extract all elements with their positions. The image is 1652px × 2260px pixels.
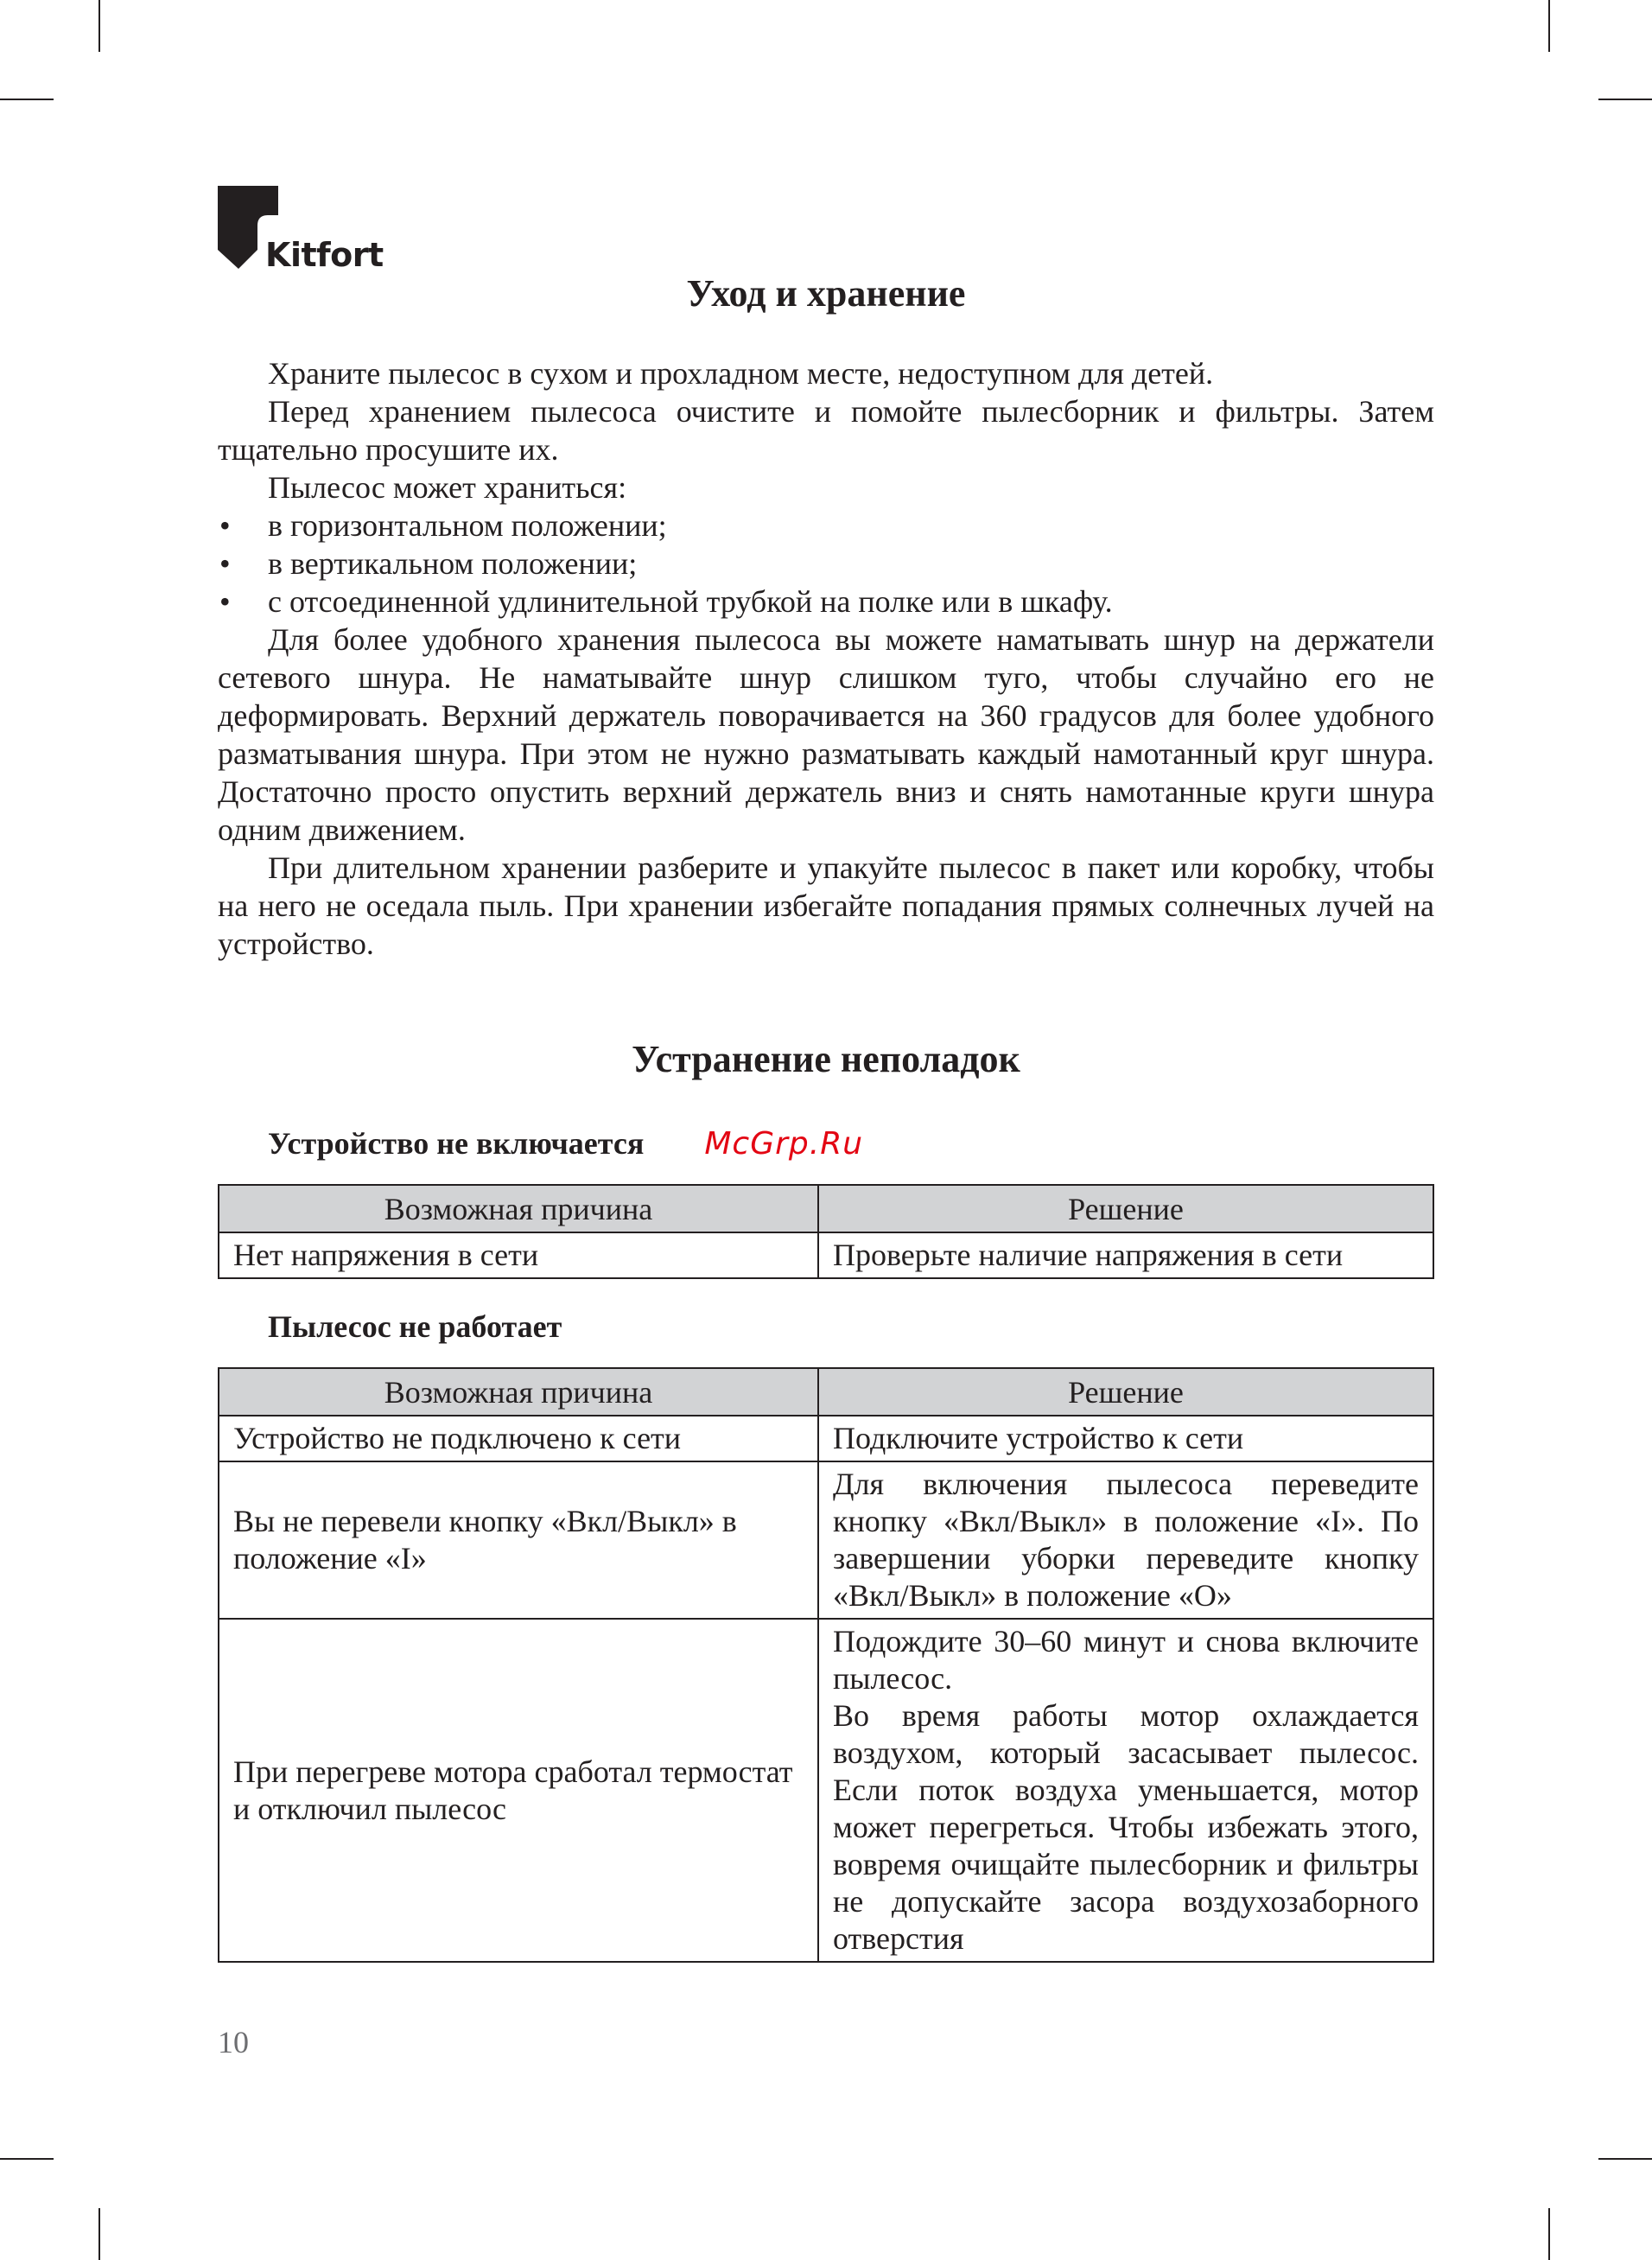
list-item: • в вертикальном положении; <box>218 544 1434 583</box>
cause-cell: При перегреве мотора сработал термостат и отключил пылесос <box>219 1619 818 1962</box>
brand-name: Kitfort <box>265 236 384 274</box>
table-header-row <box>219 1185 1433 1232</box>
column-header-solution: Решение <box>818 1185 1433 1232</box>
crop-mark <box>98 2208 100 2260</box>
list-item: • в горизонтальном положении; <box>218 506 1434 544</box>
solution-line: Подождите 30–60 минут и снова включите пылесос. <box>833 1624 1419 1696</box>
crop-mark <box>1598 99 1652 100</box>
table-row <box>219 1461 1433 1619</box>
subsection-header <box>218 1125 1434 1162</box>
page-content <box>218 259 1434 1963</box>
paragraph: При длительном хранении разберите и упакуйте пылесос в пакет или коробку, чтобы на него не оседала пыль. При хранении избегайте попадания прямых солнечных лучей на устройство. <box>218 850 1434 961</box>
crop-mark <box>0 2158 54 2160</box>
solution-cell: Проверьте наличие напряжения в сети <box>818 1232 1433 1278</box>
column-header-cause: Возможная причина <box>219 1185 818 1232</box>
subsection-title: Пылесос не работает <box>268 1309 562 1344</box>
watermark: McGrp.Ru <box>704 1126 864 1162</box>
storage-options-list <box>218 506 1434 621</box>
cause-cell: Устройство не подключено к сети <box>219 1416 818 1461</box>
solution-cell: Для включения пылесоса переведите кнопку «Вкл/Выкл» в положение «I». По завершении уборки переведите кнопку «Вкл/Выкл» в положение «O» <box>818 1461 1433 1619</box>
crop-mark <box>1548 0 1550 52</box>
cause-cell: Вы не перевели кнопку «Вкл/Выкл» в положение «I» <box>219 1461 818 1619</box>
section-title-troubleshooting: Устранение неполадок <box>632 1038 1020 1080</box>
crop-mark <box>0 99 54 100</box>
table-row <box>219 1619 1433 1962</box>
paragraph: Пылесос может храниться: <box>268 470 627 505</box>
solution-cell <box>818 1619 1433 1962</box>
table-row <box>219 1232 1433 1278</box>
solution-line: Во время работы мотор охлаждается воздухом, который засасывает пылесос. Если поток воздуха уменьшается, мотор может перегреться. Чтобы избежать этого, вовремя очищайте пылесборник и фильтры не допускайте засора воздухозаборного отверстия <box>833 1698 1419 1956</box>
paragraph: Для более удобного хранения пылесоса вы можете наматывать шнур на держатели сетевого шнура. Не наматывайте шнур слишком туго, чтобы случайно его не деформировать. Верхний держатель поворачивается на 360 градусов для более удобного разматывания шнура. При этом не нужно разматывать каждый намотанный круг шнура. Достаточно просто опустить верхний держатель вниз и снять намотанные круги шнура одним движением. <box>218 622 1434 847</box>
subsection-title: Устройство не включается <box>268 1126 645 1161</box>
table-header-row <box>219 1368 1433 1416</box>
column-header-cause: Возможная причина <box>219 1368 818 1416</box>
care-body <box>218 354 1434 963</box>
troubleshooting-table-1 <box>218 1184 1434 1279</box>
paragraph: Храните пылесос в сухом и прохладном месте, недоступном для детей. <box>268 356 1214 391</box>
crop-mark <box>1598 2158 1652 2160</box>
subsection-header <box>218 1308 1434 1345</box>
section-title-care: Уход и хранение <box>686 272 966 315</box>
crop-mark <box>1548 2208 1550 2260</box>
list-item: • с отсоединенной удлинительной трубкой на полке или в шкафу. <box>218 583 1434 621</box>
troubleshooting-table-2 <box>218 1367 1434 1963</box>
page-number: 10 <box>218 2025 249 2059</box>
paragraph: Перед хранением пылесоса очистите и помойте пылесборник и фильтры. Затем тщательно просушите их. <box>218 394 1434 467</box>
crop-mark <box>98 0 100 52</box>
table-row <box>219 1416 1433 1461</box>
cause-cell: Нет напряжения в сети <box>219 1232 818 1278</box>
column-header-solution: Решение <box>818 1368 1433 1416</box>
solution-cell: Подключите устройство к сети <box>818 1416 1433 1461</box>
